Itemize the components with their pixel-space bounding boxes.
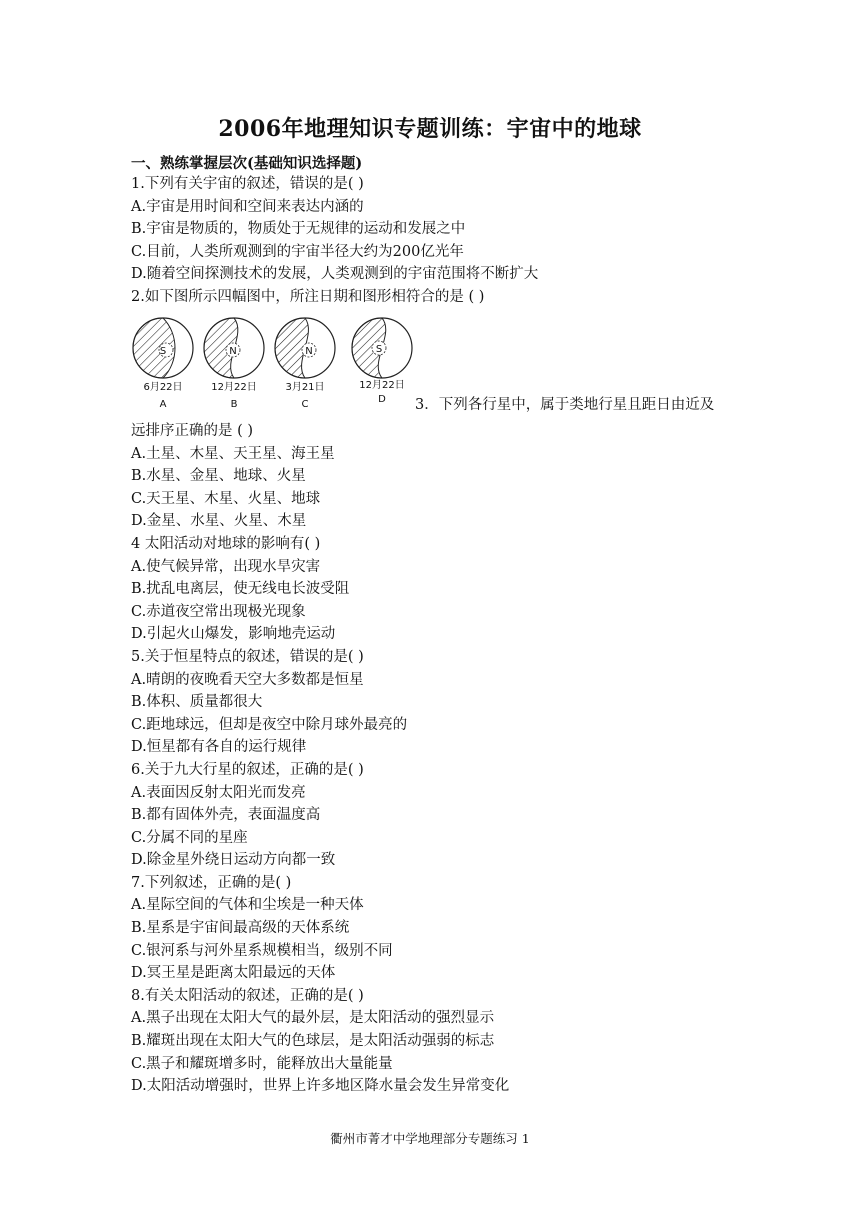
q6-option-c: C.分属不同的星座 <box>131 829 248 846</box>
q7-option-b: B.星系是宇宙间最高级的天体系统 <box>131 920 350 937</box>
q2-figure <box>127 310 427 415</box>
q1-option-b: B.宇宙是物质的，物质处于无规律的运动和发展之中 <box>131 221 466 238</box>
figure-c-date: 3月21日 <box>285 382 325 393</box>
q1-option-c: C.目前，人类所观测到的宇宙半径大约为200亿光年 <box>131 243 464 260</box>
q7-option-c: C.银河系与河外星系规模相当，级别不同 <box>131 942 393 959</box>
q3-stem-part1: 3．下列各行星中，属于类地行星且距日由近及 <box>415 397 715 413</box>
q3-stem-part2: 远排序正确的是 ( ) <box>131 423 254 439</box>
q3-option-a: A.土星、木星、天王星、海王星 <box>131 445 335 462</box>
q7-option-d: D.冥王星是距离太阳最远的天体 <box>131 965 336 982</box>
q3-option-d: D.金星、水星、火星、木星 <box>131 513 307 530</box>
q5-option-d: D.恒星都有各自的运行规律 <box>131 739 307 756</box>
figure-d <box>352 318 412 405</box>
page-footer: 衢州市菁才中学地理部分专题练习 1 <box>330 1131 530 1146</box>
figure-a-pole: S <box>159 346 167 357</box>
figure-c-letter: C <box>301 399 309 410</box>
figure-d-letter: D <box>378 394 386 405</box>
figure-b-date: 12月22日 <box>211 382 257 393</box>
figure-d-pole: S <box>375 344 383 355</box>
q6-option-a: A.表面因反射太阳光而发亮 <box>131 784 306 801</box>
q2-stem: 2.如下图所示四幅图中，所注日期和图形相符合的是 ( ) <box>131 288 485 305</box>
q4-stem: 4 太阳活动对地球的影响有( ) <box>131 535 321 552</box>
q4-option-c: C.赤道夜空常出现极光现象 <box>131 603 306 620</box>
q1-option-d: D.随着空间探测技术的发展，人类观测到的宇宙范围将不断扩大 <box>131 266 539 283</box>
figure-a <box>133 318 193 410</box>
q7-stem: 7.下列叙述，正确的是( ) <box>131 874 292 891</box>
section-heading: 一、熟练掌握层次(基础知识选择题) <box>131 155 363 172</box>
figure-c <box>275 318 335 410</box>
figure-d-date: 12月22日 <box>359 380 405 391</box>
q8-stem: 8.有关太阳活动的叙述，正确的是( ) <box>131 987 364 1004</box>
q4-option-a: A.使气候异常，出现水旱灾害 <box>131 558 321 575</box>
q5-stem: 5.关于恒星特点的叙述，错误的是( ) <box>131 648 364 665</box>
question-block-2 <box>131 420 751 1098</box>
q6-stem: 6.关于九大行星的叙述，正确的是( ) <box>131 761 364 778</box>
question-block-1 <box>131 173 751 309</box>
q4-option-d: D.引起火山爆发，影响地壳运动 <box>131 626 336 643</box>
q4-option-b: B.扰乱电离层，使无线电长波受阻 <box>131 581 350 598</box>
q1-option-a: A.宇宙是用时间和空间来表达内涵的 <box>131 198 364 215</box>
page-title: 2006年地理知识专题训练：宇宙中的地球 <box>218 116 642 142</box>
q5-option-b: B.体积、质量都很大 <box>131 694 263 711</box>
q8-option-a: A.黑子出现在太阳大气的最外层，是太阳活动的强烈显示 <box>131 1010 495 1027</box>
q5-option-c: C.距地球远，但却是夜空中除月球外最亮的 <box>131 716 408 733</box>
q8-option-c: C.黑子和耀斑增多时，能释放出大量能量 <box>131 1055 393 1072</box>
figure-a-letter: A <box>159 399 167 410</box>
q5-option-a: A.晴朗的夜晚看天空大多数都是恒星 <box>131 671 364 688</box>
q3-option-b: B.水星、金星、地球、火星 <box>131 468 306 485</box>
figure-a-date: 6月22日 <box>143 382 183 393</box>
figure-c-pole: N <box>305 346 313 357</box>
figure-b-letter: B <box>230 399 238 410</box>
q7-option-a: A.星际空间的气体和尘埃是一种天体 <box>131 897 364 914</box>
q8-option-b: B.耀斑出现在太阳大气的色球层，是太阳活动强弱的标志 <box>131 1033 495 1050</box>
q8-option-d: D.太阳活动增强时，世界上许多地区降水量会发生异常变化 <box>131 1078 510 1095</box>
q3-option-c: C.天王星、木星、火星、地球 <box>131 490 321 507</box>
figure-b <box>204 318 264 410</box>
q6-option-b: B.都有固体外壳，表面温度高 <box>131 807 321 824</box>
figure-b-pole: N <box>229 346 237 357</box>
q6-option-d: D.除金星外绕日运动方向都一致 <box>131 852 336 869</box>
q1-stem: 1.下列有关宇宙的叙述，错误的是( ) <box>131 176 364 192</box>
